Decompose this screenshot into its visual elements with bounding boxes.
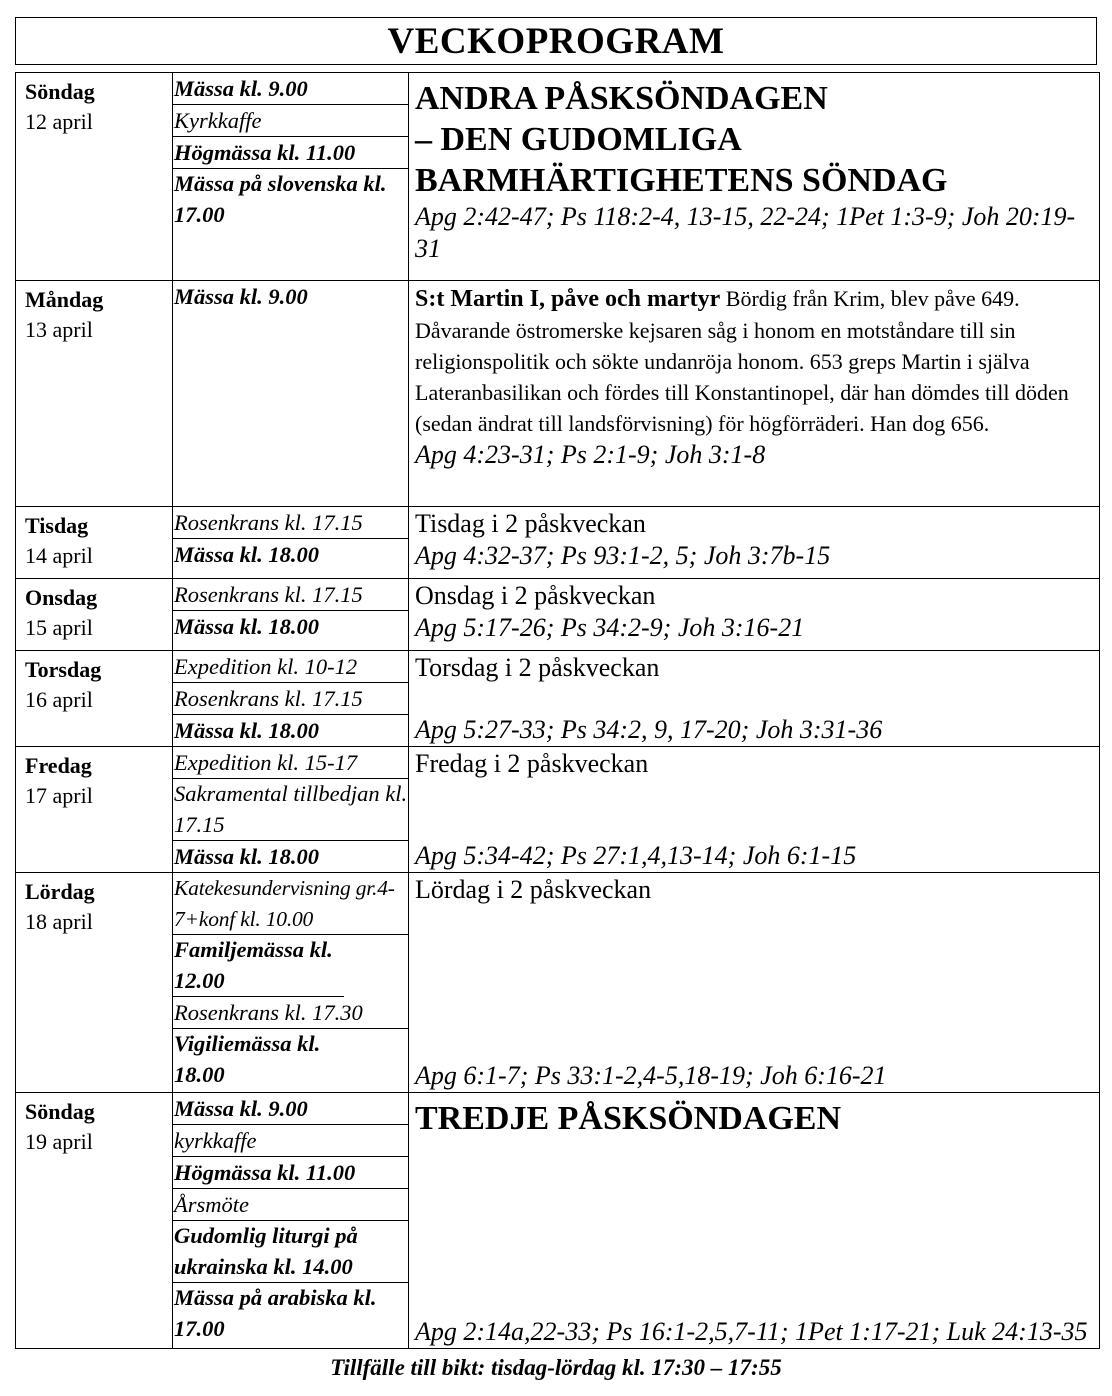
event-item: kyrkkaffe	[173, 1125, 408, 1157]
event-item: Gudomlig liturgi på ukrainska kl. 14.00	[173, 1221, 408, 1283]
info-cell	[409, 873, 1100, 1093]
feast-title	[415, 78, 1095, 201]
day-date: 13 april	[25, 317, 93, 342]
info-cell	[409, 281, 1100, 507]
readings: Apg 4:23-31; Ps 2:1-9; Joh 3:1-8	[415, 440, 766, 469]
day-date: 18 april	[25, 909, 93, 934]
day-row	[16, 651, 1100, 747]
readings: Apg 4:32-37; Ps 93:1-2, 5; Joh 3:7b-15	[415, 541, 831, 570]
event-item: Mässa kl. 9.00	[173, 73, 408, 105]
event-item: Mässa på slovenska kl. 17.00	[174, 171, 387, 227]
info-cell	[409, 73, 1100, 281]
day-cell	[16, 507, 173, 579]
day-name: Torsdag	[25, 657, 102, 682]
day-date: 16 april	[25, 687, 93, 712]
event-item: Expedition kl. 10-12	[173, 651, 408, 683]
event-item: Mässa kl. 9.00	[173, 1093, 408, 1125]
event-item: Rosenkrans kl. 17.15	[173, 579, 408, 611]
day-row	[16, 73, 1100, 281]
saint-description	[415, 283, 1095, 439]
info-cell	[409, 579, 1100, 651]
events-cell	[173, 507, 409, 579]
event-item: Mässa på arabiska kl. 17.00	[174, 1285, 377, 1341]
day-row	[16, 1093, 1100, 1349]
events-cell	[173, 281, 409, 507]
day-title: Tisdag i 2 påskveckan	[415, 509, 646, 538]
day-row	[16, 579, 1100, 651]
event-item: Högmässa kl. 11.00	[173, 137, 408, 169]
day-name: Tisdag	[25, 513, 89, 538]
day-row	[16, 747, 1100, 873]
readings: Apg 5:34-42; Ps 27:1,4,13-14; Joh 6:1-15	[415, 841, 857, 870]
day-name: Söndag	[25, 1099, 95, 1124]
event-item: Familjemässa kl. 12.00	[173, 935, 344, 997]
event-item: Mässa kl. 18.00	[174, 844, 320, 869]
day-cell	[16, 1093, 173, 1349]
event-item: Expedition kl. 15-17	[173, 747, 408, 779]
event-item: Katekesundervisning gr.4-7+konf kl. 10.00	[173, 873, 408, 935]
events-cell	[173, 1093, 409, 1349]
day-cell	[16, 281, 173, 507]
day-cell	[16, 747, 173, 873]
event-item: Mässa kl. 9.00	[174, 284, 308, 309]
day-cell	[16, 579, 173, 651]
events-cell	[173, 651, 409, 747]
day-cell	[16, 73, 173, 281]
readings: Apg 6:1-7; Ps 33:1-2,4-5,18-19; Joh 6:16-21	[415, 1061, 887, 1090]
event-item: Rosenkrans kl. 17.15	[173, 507, 408, 539]
day-cell	[16, 873, 173, 1093]
day-date: 15 april	[25, 615, 93, 640]
feast-title-line: ANDRA PÅSKSÖNDAGEN	[415, 80, 828, 117]
saint-name: S:t Martin I, påve och martyr	[415, 286, 721, 312]
readings: Apg 2:14a,22-33; Ps 16:1-2,5,7-11; 1Pet 1:17-21; Luk 24:13-35	[415, 1317, 1088, 1346]
events-cell	[173, 579, 409, 651]
event-item: Rosenkrans kl. 17.15	[173, 683, 408, 715]
events-cell	[173, 73, 409, 281]
day-date: 12 april	[25, 109, 93, 134]
info-cell	[409, 1093, 1100, 1349]
day-title: Onsdag i 2 påskveckan	[415, 581, 656, 610]
saint-text: Bördig från Krim, blev påve 649. Dåvarande östromerske kejsaren såg i honom en motståndare till sin religionspolitik och sökte undanröja honom. 653 greps Martin i själva Lateranbasilikan och fördes till Konstantinopel, där han dömdes till döden (sedan ändrat till landsförvisning) för högförräderi. Han dog 656.	[415, 286, 1069, 436]
event-item: Kyrkkaffe	[173, 105, 408, 137]
info-cell	[409, 507, 1100, 579]
event-item: Årsmöte	[173, 1189, 408, 1221]
feast-title: TREDJE PÅSKSÖNDAGEN	[415, 1100, 842, 1137]
day-name: Lördag	[25, 879, 95, 904]
event-item: Mässa kl. 18.00	[174, 718, 320, 743]
page-title: VECKOPROGRAM	[15, 17, 1097, 65]
event-item: Vigiliemässa kl. 18.00	[174, 1031, 321, 1087]
info-cell	[409, 747, 1100, 873]
day-cell	[16, 651, 173, 747]
day-name: Måndag	[25, 287, 104, 312]
events-cell	[173, 873, 409, 1093]
day-title: Lördag i 2 påskveckan	[415, 875, 652, 904]
weekly-schedule-table	[15, 72, 1100, 1349]
readings: Apg 5:27-33; Ps 34:2, 9, 17-20; Joh 3:31-36	[415, 715, 883, 744]
feast-title-line: BARMHÄRTIGHETENS SÖNDAG	[415, 162, 948, 199]
readings: Apg 2:42-47; Ps 118:2-4, 13-15, 22-24; 1Pet 1:3-9; Joh 20:19-31	[415, 202, 1076, 263]
day-row	[16, 281, 1100, 507]
day-date: 17 april	[25, 783, 93, 808]
day-row	[16, 873, 1100, 1093]
events-cell	[173, 747, 409, 873]
readings: Apg 5:17-26; Ps 34:2-9; Joh 3:16-21	[415, 613, 805, 642]
feast-title-line: – DEN GUDOMLIGA	[415, 121, 742, 158]
confession-times-footer: Tillfälle till bikt: tisdag-lördag kl. 17:30 – 17:55	[330, 1355, 782, 1380]
event-item: Rosenkrans kl. 17.30	[173, 997, 408, 1029]
event-item: Högmässa kl. 11.00	[173, 1157, 408, 1189]
day-name: Söndag	[25, 79, 95, 104]
day-name: Onsdag	[25, 585, 98, 610]
event-item: Sakramental tillbedjan kl. 17.15	[173, 779, 408, 841]
event-item: Mässa kl. 18.00	[174, 542, 320, 567]
day-title: Torsdag i 2 påskveckan	[415, 653, 660, 682]
day-date: 19 april	[25, 1129, 93, 1154]
day-row	[16, 507, 1100, 579]
info-cell	[409, 651, 1100, 747]
event-item: Mässa kl. 18.00	[174, 614, 320, 639]
day-date: 14 april	[25, 543, 93, 568]
day-title: Fredag i 2 påskveckan	[415, 749, 649, 778]
day-name: Fredag	[25, 753, 92, 778]
